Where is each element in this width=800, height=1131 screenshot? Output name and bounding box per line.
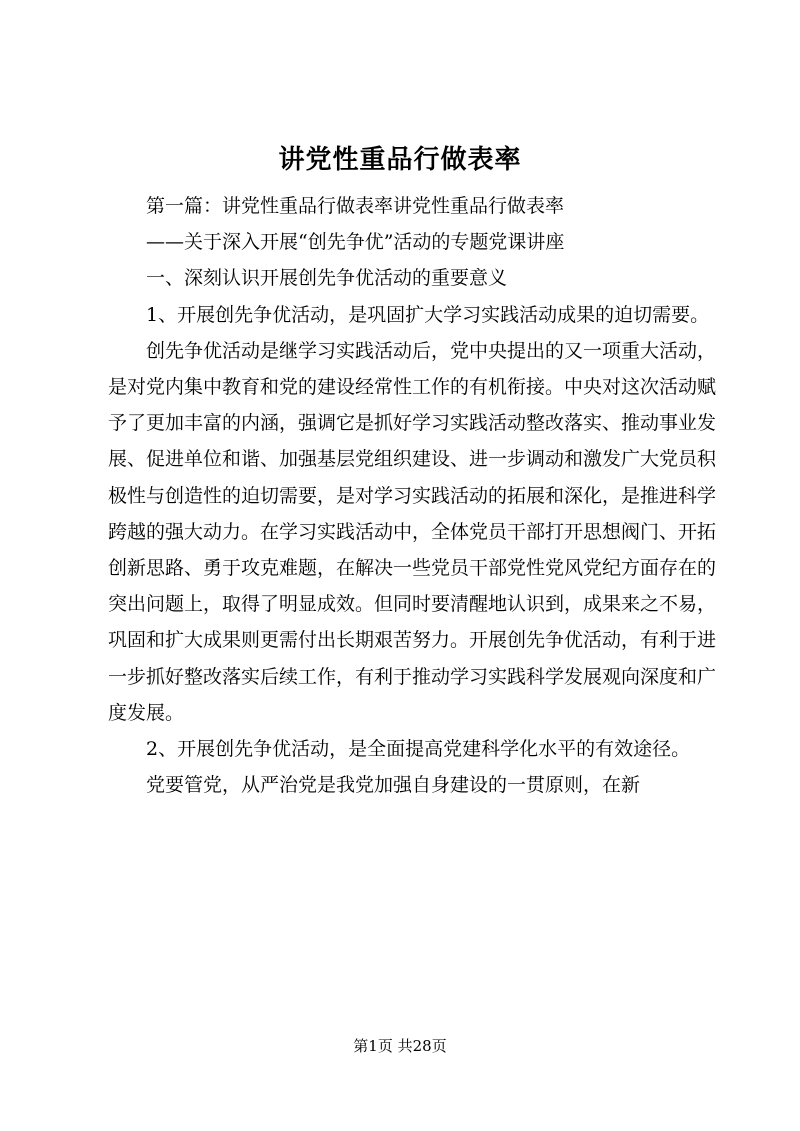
page-number: 第1页 共28页 <box>353 1037 447 1055</box>
subtitle-paragraph: 第一篇：讲党性重品行做表率讲党性重品行做表率 <box>146 195 565 217</box>
body-paragraph: 1、开展创先争优活动，是巩固扩大学习实践活动成果的迫切需要。 <box>146 303 710 326</box>
body-paragraph: 创先争优活动是继学习实践活动后，党中央提出的又一项重大活动，是对党内集中教育和党的建设经常性工作的有机衔接。中央对这次活动赋予了更加丰富的内涵，强调它是抓好学习实践活动整改落实、推动事业发展、促进单位和谐、加强基层党组织建设、进一步调动和激发广大党员积极性与创造性的迫切需要，是对学习实践活动的拓展和深化，是推进科学跨越的强大动力。在学习实践活动中，全体党员干部打开思想阀门、开拓创新思路、勇于攻克难题，在解决一些党员干部党性党风党纪方面存在的突出问题上，取得了明显成效。但同时要清醒地认识到，成果来之不易，巩固和扩大成果则更需付出长期艰苦努力。开展创先争优活动，有利于进一步抓好整改落实后续工作，有利于推动学习实践科学发展观向深度和广度发展。 <box>108 339 717 724</box>
lecture-subtitle: ——关于深入开展“创先争优”活动的专题党课讲座 <box>146 231 565 254</box>
section-heading: 一、深刻认识开展创先争优活动的重要意义 <box>146 267 508 290</box>
document-title: 讲党性重品行做表率 <box>278 145 522 175</box>
body-paragraph: 2、开展创先争优活动，是全面提高党建科学化水平的有效途径。 <box>146 738 691 761</box>
document-body <box>108 188 716 803</box>
body-paragraph: 党要管党，从严治党是我党加强自身建设的一贯原则，在新 <box>146 774 641 797</box>
